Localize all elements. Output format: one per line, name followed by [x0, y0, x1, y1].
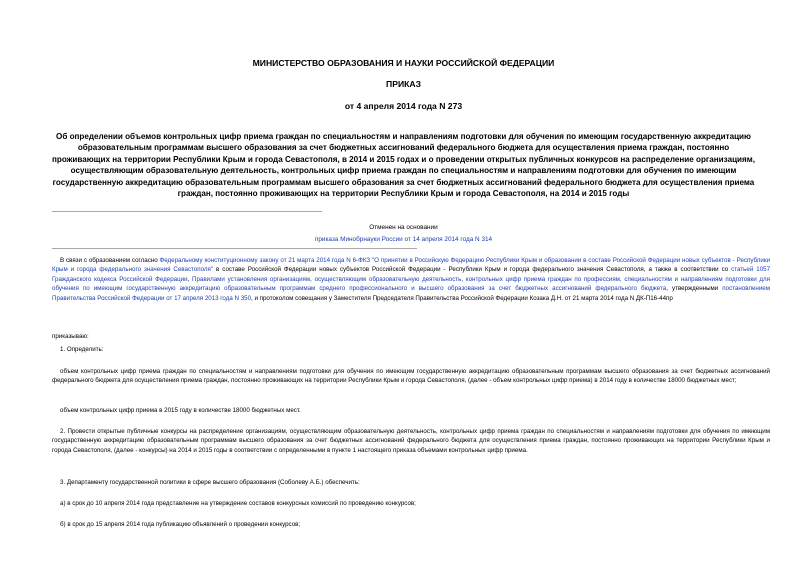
federal-law-link[interactable]: Федеральному конституционному закону от 21 марта 2014 года N 6-ФКЗ "О принятии в Российскую Федерацию Республики Крым и образовании в составе Российской Федерации новых субъектов - Республики Крым и города федерального значения Севастополя" — [52, 257, 771, 274]
preamble-text-5: , и протоколом совещания у Заместителя Председателя Правительства Российской Федерации Козака Д.Н. от 21 марта 2014 года N ДК-П16-44пр — [251, 294, 673, 302]
rules-link[interactable]: Правилами установления организациям, осуществляющим образовательную деятельность, контрольных цифр приема граждан по профессиям, специальностям и направлениям подготовки для обучения по имеющим государственную аккредитацию образовательным программам среднего профессионального и высшего образования за счет бюджетных ассигнований федерального бюджета — [52, 275, 770, 293]
preamble-text-4: , утвержденными — [666, 285, 723, 293]
item-1: 1. Определить: — [60, 346, 104, 353]
divider-bottom — [52, 248, 417, 249]
doc-type-heading: ПРИКАЗ — [386, 79, 421, 89]
order-word: приказываю: — [52, 333, 89, 340]
item-3a: а) в срок до 10 апреля 2014 года представление на утверждение составов конкурсных комиссий по проведению конкурсов; — [60, 500, 416, 507]
document-title: Об определении объемов контрольных цифр приема граждан по специальностям и направлениям подготовки для обучения по имеющим государственную аккредитацию образовательным программам высшего образования за счет бюджетных ассигнований федерального бюджета для осуществления приема граждан, постоянно проживающих на территории Республики Крым и города Севастополя, в 2014 и 2015 годах и о проведении открытых публичных конкурсов на распределение организациям, осуществляющим образовательную деятельность, контрольных цифр приема граждан по специальностям и направлениям подготовки для обучения по имеющим государственную аккредитацию образовательным программам высшего образования за счет бюджетных ассигнований федерального бюджета для осуществления приема граждан, постоянно проживающих на территории Республики Крым и города Севастополя, на 2014 и 2015 годы — [52, 132, 755, 199]
repeal-order-link[interactable]: приказа Минобрнауки России от 14 апреля 2014 года N 314 — [314, 236, 493, 243]
preamble-paragraph — [52, 256, 770, 303]
ministry-heading: МИНИСТЕРСТВО ОБРАЗОВАНИЯ И НАУКИ РОССИЙСКОЙ ФЕДЕРАЦИИ — [252, 58, 555, 68]
preamble-text-3: , — [187, 275, 193, 283]
item-3: 3. Департаменту государственной политики в сфере высшего образования (Соболеву А.Б.) обеспечить: — [60, 479, 360, 486]
preamble-text-2: в составе Российской Федерации новых субъектов Российской Федерации - Республики Крым и города федерального значения Севастополя, а также в соответствии со — [213, 266, 732, 274]
item-1b: объем контрольных цифр приема в 2015 году в количестве 18000 бюджетных мест. — [60, 407, 301, 414]
date-number-heading: от 4 апреля 2014 года N 273 — [344, 101, 463, 111]
civil-code-link[interactable]: статьей 1057 Гражданского кодекса Российской Федерации — [52, 266, 771, 283]
divider-top — [52, 211, 322, 212]
item-2: 2. Провести открытые публичные конкурсы на распределение организациям, осуществляющим образовательную деятельность, контрольных цифр приема граждан по специальностям и направлениям подготовки для обучения по имеющим государственную аккредитацию образовательным программам высшего образования за счет бюджетных ассигнований федерального бюджета для осуществления приема граждан, постоянно проживающих на территории Республики Крым и города Севастополя, (далее - конкурсы) на 2014 и 2015 годы в соответствии с определенными в пункте 1 настоящего приказа объемами контрольных цифр приема. — [52, 428, 770, 454]
government-decree-link[interactable]: постановлением Правительства Российской Федерации от 17 апреля 2013 года N 350 — [52, 285, 770, 302]
preamble-text-1: В связи с образованием согласно — [60, 257, 160, 264]
item-1a: объем контрольных цифр приема граждан по специальностям и направлениям подготовки для обучения по имеющим государственную аккредитацию образовательным программам высшего образования за счет бюджетных ассигнований федерального бюджета для осуществления приема граждан, постоянно проживающих на территории Республики Крым и города Севастополя, (далее - объем контрольных цифр приема) в 2014 году в количестве 18000 бюджетных мест; — [52, 368, 770, 385]
repeal-note-text: Отменен на основании — [369, 224, 438, 231]
repeal-note-line — [220, 235, 587, 244]
item-3b: б) в срок до 15 апреля 2014 года публикацию объявлений о проведении конкурсов; — [60, 521, 301, 528]
